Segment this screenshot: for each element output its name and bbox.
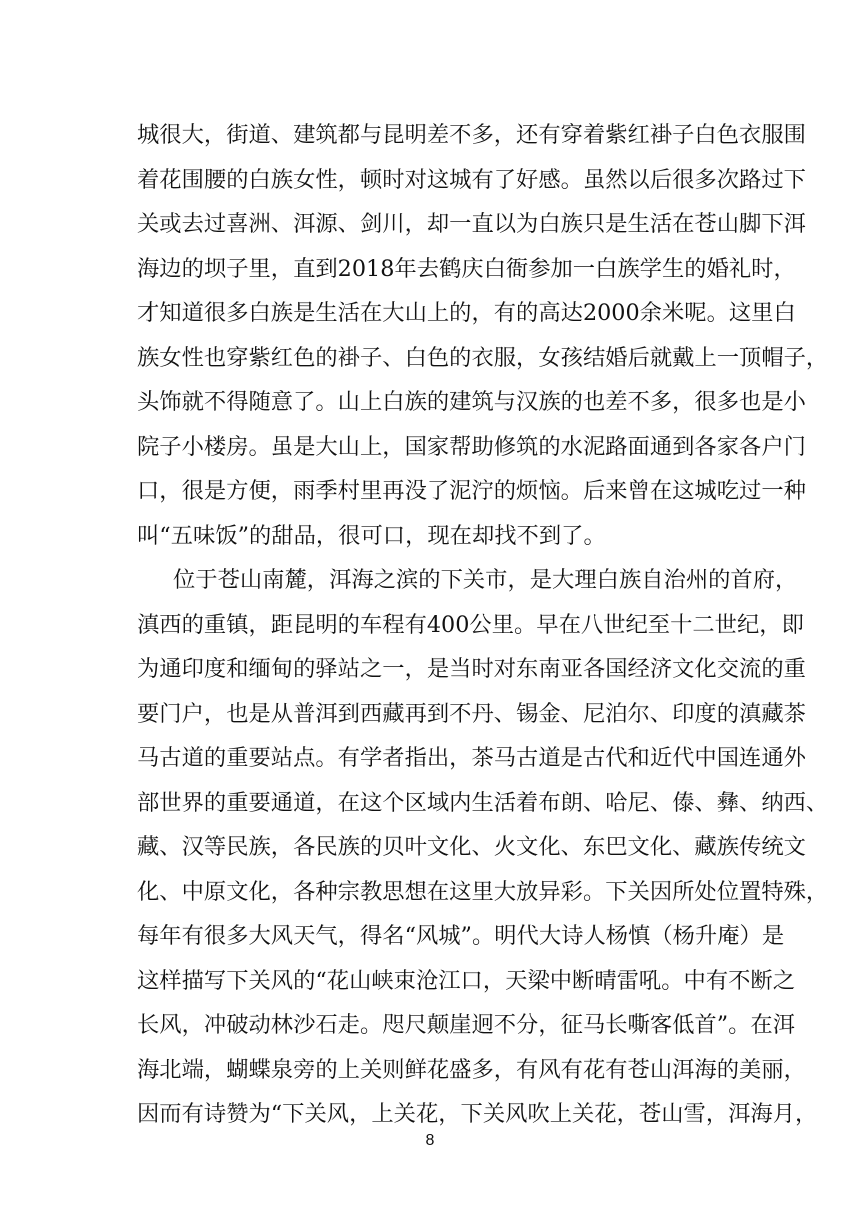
text-line-14: 要门户，也是从普洱到西藏再到不丹、锡金、尼泊尔、印度的滇藏茶 [137,700,806,727]
text-line-12: 滇西的重镇，距昆明的车程有400公里。早在八世纪至十二世纪，即 [137,611,804,638]
text-line-11: 位于苍山南麓，洱海之滨的下关市，是大理白族自治州的首府， [173,567,798,593]
text-line-16: 部世界的重要通道，在这个区域内生活着布朗、哈尼、傣、彝、纳西、 [137,789,829,816]
text-line-10: 叫“五味饭”的甜品，很可口，现在却找不到了。 [137,522,606,549]
text-line-2: 着花围腰的白族女性，顿时对这城有了好感。虽然以后很多次路过下 [137,166,806,193]
text-line-20: 这样描写下关风的“花山峡束沧江口，天梁中断晴雷吼。中有不断之 [137,967,796,994]
text-line-4: 海边的坝子里，直到2018年去鹤庆白衙参加一白族学生的婚礼时， [137,255,796,282]
text-line-23: 因而有诗赞为“下关风，上关花，下关风吹上关花，苍山雪，洱海月， [137,1101,818,1127]
text-line-13: 为通印度和缅甸的驿站之一，是当时对东南亚各国经济文化交流的重 [137,656,806,682]
text-line-18: 化、中原文化，各种宗教思想在这里大放异彩。下关因所处位置特殊， [137,878,829,905]
text-line-3: 关或去过喜洲、洱源、剑川，却一直以为白族只是生活在苍山脚下洱 [137,211,806,237]
text-line-7: 头饰就不得随意了。山上白族的建筑与汉族的也差不多，很多也是小 [137,389,806,415]
text-line-15: 马古道的重要站点。有学者指出，茶马古道是古代和近代中国连通外 [137,745,806,771]
text-line-1: 城很大，街道、建筑都与昆明差不多，还有穿着紫红褂子白色衣服围 [137,122,806,148]
text-line-17: 藏、汉等民族，各民族的贝叶文化、火文化、东巴文化、藏族传统文 [137,834,806,860]
text-line-22: 海北端，蝴蝶泉旁的上关则鲜花盛多，有风有花有苍山洱海的美丽， [137,1056,806,1083]
body-text [137,113,829,1137]
text-line-8: 院子小楼房。虽是大山上，国家帮助修筑的水泥路面通到各家各户门 [137,433,806,460]
text-line-19: 每年有很多大风天气，得名“风城”。明代大诗人杨慎（杨升庵）是 [137,923,785,949]
text-line-21: 长风，冲破动林沙石走。咫尺颠崖迥不分，征马长嘶客低首”。在洱 [137,1012,796,1038]
text-line-9: 口，很是方便，雨季村里再没了泥泞的烦恼。后来曾在这城吃过一种 [137,478,806,504]
text-line-5: 才知道很多白族是生活在大山上的，有的高达2000余米呢。这里白 [137,300,796,326]
page-number: 8 [425,1132,435,1149]
text-line-6: 族女性也穿紫红色的褂子、白色的衣服，女孩结婚后就戴上一顶帽子， [137,344,829,371]
